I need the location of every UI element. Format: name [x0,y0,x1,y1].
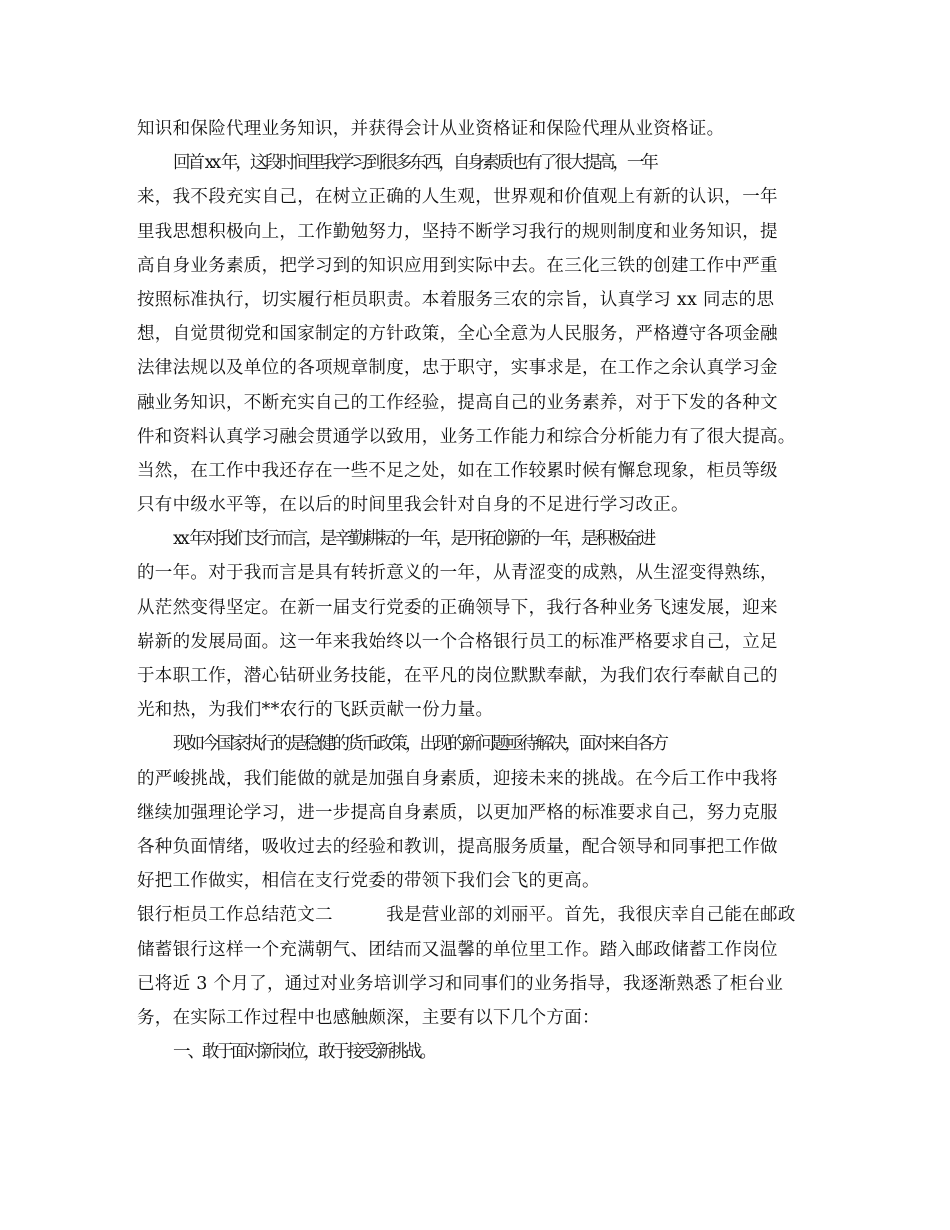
text-line: 的严峻挑战，我们能做的就是加强自身素质，迎接未来的挑战。在今后工作中我将 [137,768,778,789]
text-line: 银行柜员工作总结范文二 我是营业部的刘丽平。首先，我很庆幸自己能在邮政 [137,905,796,926]
text-line: 高自身业务素质，把学习到的知识应用到实际中去。在三化三铁的创建工作中严重 [137,255,778,276]
text-line: 已将近 3 个月了，通过对业务培训学习和同事们的业务指导，我逐渐熟悉了柜台业 [137,973,784,994]
text-line: 融业务知识，不断充实自己的工作经验，提高自己的业务素养，对于下发的各种文 [137,392,778,413]
text-line: 当然，在工作中我还存在一些不足之处，如在工作较累时候有懈怠现象，柜员等级 [137,460,778,481]
text-line: 光和热，为我们**农行的飞跃贡献一份力量。 [137,700,494,721]
text-line: xx 年对我们支行而言，是辛勤耕耘的一年，是开拓创新的一年，是积极奋进 [173,529,654,550]
text-line: 按照标准执行，切实履行柜员职责。本着服务三农的宗旨，认真学习 xx 同志的思 [137,289,775,310]
text-line: 崭新的发展局面。这一年来我始终以一个合格银行员工的标准严格要求自己，立足 [137,631,778,652]
text-line: 想，自觉贯彻党和国家制定的方针政策，全心全意为人民服务，严格遵守各项金融 [137,324,778,345]
text-line: 的一年。对于我而言是具有转折意义的一年，从青涩变的成熟，从生涩变得熟练， [137,563,778,584]
text-line: 好把工作做实，相信在支行党委的带领下我们会飞的更高。 [137,871,600,892]
text-line: 储蓄银行这样一个充满朝气、团结而又温馨的单位里工作。踏入邮政储蓄工作岗位 [137,939,778,960]
text-line: 件和资料认真学习融会贯通学以致用，业务工作能力和综合分析能力有了很大提高。 [137,426,796,447]
text-line: 知识和保险代理业务知识，并获得会计从业资格证和保险代理从业资格证。 [137,119,725,139]
text-line: 法律法规以及单位的各项规章制度，忠于职守，实事求是，在工作之余认真学习金 [137,358,778,379]
text-line: 里我思想积极向上，工作勤勉努力，坚持不断学习我行的规则制度和业务知识，提 [137,221,778,242]
text-line: 回首 xx 年，这段时间里我学习到很多东西，自身素质也有了很大提高，一年 [173,153,656,174]
text-line: 来，我不段充实自己，在树立正确的人生观，世界观和价值观上有新的认识，一年 [137,187,778,208]
text-line: 从茫然变得坚定。在新一届支行党委的正确领导下，我行各种业务飞速发展，迎来 [137,597,778,618]
document-body [137,112,823,1069]
text-line: 继续加强理论学习，进一步提高自身素质，以更加严格的标准要求自己，努力克服 [137,802,778,823]
text-line: 于本职工作，潜心钻研业务技能，在平凡的岗位默默奉献，为我们农行奉献自己的 [137,666,778,686]
text-line: 只有中级水平等，在以后的时间里我会针对自身的不足进行学习改正。 [137,495,689,516]
text-line: 一、敢于面对新岗位，敢于接受新挑战。 [173,1042,434,1063]
text-line: 务，在实际工作过程中也感触颇深，主要有以下几个方面： [137,1007,600,1028]
text-line: 现如今国家执行的是稳健的货币政策，出现的新问题亟待解决，面对来自各方 [173,734,666,755]
text-line: 各种负面情绪，吸收过去的经验和教训，提高服务质量，配合领导和同事把工作做 [137,836,778,857]
